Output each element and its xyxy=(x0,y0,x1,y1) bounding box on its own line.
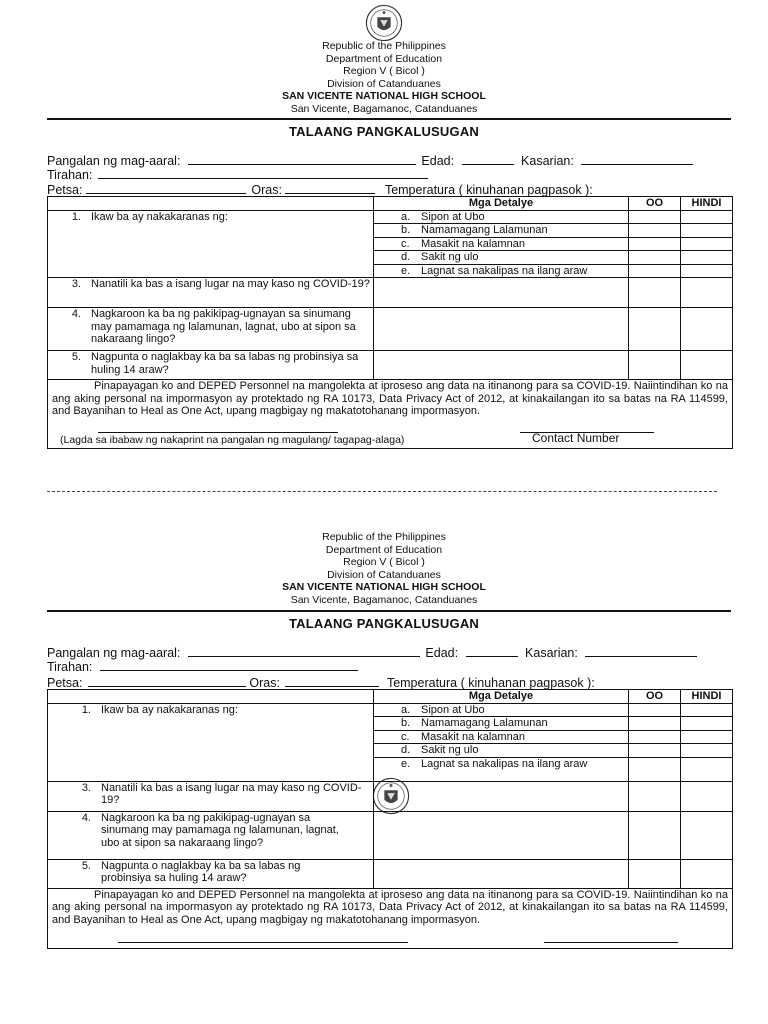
header-republic: Republic of the Philippines xyxy=(322,531,446,543)
col-details: Mga Detalye xyxy=(374,197,629,211)
header-region: Region V ( Bicol ) xyxy=(343,556,425,568)
signature-caption: (Lagda sa ibabaw ng nakaprint na pangalan ng magulang/ tagapag-alaga) xyxy=(60,433,405,446)
consent-text: Pinapayagan ko and DEPED Personnel na mangolekta at iproseso ang data na itinanong para sa COVID-19. Naiintindihan ko na ang aking personal na impormasyon ay protektado ng RA 10173, Data Privacy Act of 2012, at kinakailangan ito sa batas na RA 114599, and Bayanihan to Heal as One Act, upang magbigay ng makatotohanang impormasyon. xyxy=(52,888,728,926)
age-label: Edad: xyxy=(425,646,459,660)
table-row xyxy=(48,781,733,811)
sex-label: Kasarian: xyxy=(521,154,574,168)
date-label: Petsa: xyxy=(47,676,83,690)
symptom-c: c. Masakit na kalamnan xyxy=(374,730,629,744)
yes-checkbox[interactable] xyxy=(629,730,681,744)
date-label: Petsa: xyxy=(47,183,83,197)
table-row xyxy=(48,811,733,859)
header-rule xyxy=(47,610,731,612)
address-label: Tirahan: xyxy=(47,660,93,674)
date-field[interactable] xyxy=(88,674,246,687)
question-1: 1. Ikaw ba ay nakakaranas ng: xyxy=(48,210,374,278)
header-department: Department of Education xyxy=(325,52,443,65)
header-address: San Vicente, Bagamanoc, Catanduanes xyxy=(290,593,478,606)
yes-checkbox[interactable] xyxy=(629,744,681,758)
header-school: SAN VICENTE NATIONAL HIGH SCHOOL xyxy=(282,90,486,102)
table-header-row xyxy=(48,690,733,704)
sex-field[interactable] xyxy=(585,644,697,657)
time-label: Oras: xyxy=(249,676,280,690)
symptom-e: e. Lagnat sa nakalipas na ilang araw xyxy=(374,264,629,278)
no-checkbox[interactable] xyxy=(681,730,733,744)
question-4: 4. Nagkaroon ka ba ng pakikipag-ugnayan sa sinumang may pamamaga ng lalamunan, lagnat, ubo at sipon sa nakaraang lingo? xyxy=(48,308,374,351)
address-label: Tirahan: xyxy=(47,168,93,182)
sex-label: Kasarian: xyxy=(525,646,578,660)
table-row xyxy=(48,859,733,888)
no-checkbox[interactable] xyxy=(681,744,733,758)
header-division: Division of Catanduanes xyxy=(327,77,441,90)
temp-label: Temperatura ( kinuhanan pagpasok ): xyxy=(384,183,593,197)
symptom-d: d. Sakit ng ulo xyxy=(374,744,629,758)
header-department: Department of Education xyxy=(325,543,443,556)
signature-line[interactable] xyxy=(118,942,408,943)
yes-checkbox[interactable] xyxy=(629,811,681,859)
col-yes: OO xyxy=(629,197,681,211)
age-field[interactable] xyxy=(466,644,518,657)
no-checkbox[interactable] xyxy=(681,859,733,888)
symptom-b: b. Namamagang Lalamunan xyxy=(374,717,629,731)
address-row xyxy=(47,658,358,674)
col-details: Mga Detalye xyxy=(374,690,629,704)
question-5: 5. Nagpunta o naglakbay ka ba sa labas ng probinsiya sa huling 14 araw? xyxy=(48,351,374,380)
form-title: TALAANG PANGKALUSUGAN xyxy=(288,124,480,139)
health-table xyxy=(47,689,733,949)
symptom-d: d. Sakit ng ulo xyxy=(374,251,629,265)
no-checkbox[interactable] xyxy=(681,717,733,731)
question-1: 1. Ikaw ba ay nakakaranas ng: xyxy=(48,703,374,781)
consent-row xyxy=(48,888,733,949)
header-address: San Vicente, Bagamanoc, Catanduanes xyxy=(290,102,478,115)
yes-checkbox[interactable] xyxy=(629,703,681,717)
time-label: Oras: xyxy=(251,183,282,197)
no-checkbox[interactable] xyxy=(681,703,733,717)
name-field[interactable] xyxy=(188,644,420,657)
header-republic: Republic of the Philippines xyxy=(322,40,446,52)
consent-text: Pinapayagan ko and DEPED Personnel na mangolekta at iproseso ang data na itinanong para sa COVID-19. Naiintindihan ko na ang aking personal na impormasyon ay protektado ng RA 10173, Data Privacy Act of 2012, at kinakailangan ito sa batas na RA 114599, and Bayanihan to Heal as One Act, upang magbigay ng makatotohanang impormasyon. xyxy=(52,380,728,417)
no-checkbox[interactable] xyxy=(681,811,733,859)
symptom-a: a. Sipon at Ubo xyxy=(374,210,629,224)
yes-checkbox[interactable] xyxy=(629,717,681,731)
name-label: Pangalan ng mag-aaral: xyxy=(47,154,181,168)
question-5: 5. Nagpunta o naglakbay ka ba sa labas ng probinsiya sa huling 14 araw? xyxy=(48,859,374,888)
col-no: HINDI xyxy=(681,197,733,211)
col-no: HINDI xyxy=(681,690,733,704)
yes-checkbox[interactable] xyxy=(629,757,681,781)
yes-checkbox[interactable] xyxy=(629,859,681,888)
symptom-c: c. Masakit na kalamnan xyxy=(374,237,629,251)
name-label: Pangalan ng mag-aaral: xyxy=(47,646,181,660)
temp-label: Temperatura ( kinuhanan pagpasok ): xyxy=(386,676,595,690)
address-field[interactable] xyxy=(100,658,358,671)
time-field[interactable] xyxy=(285,674,379,687)
symptom-e: e. Lagnat sa nakalipas na ilang araw xyxy=(374,757,629,781)
form-title: TALAANG PANGKALUSUGAN xyxy=(288,616,480,631)
symptom-b: b. Namamagang Lalamunan xyxy=(374,224,629,238)
table-row xyxy=(48,703,733,717)
contact-line[interactable] xyxy=(544,942,678,943)
question-3: 3. Nanatili ka bas a isang lugar na may kaso ng COVID-19? xyxy=(48,278,374,308)
yes-checkbox[interactable] xyxy=(629,781,681,811)
no-checkbox[interactable] xyxy=(681,757,733,781)
letterhead xyxy=(0,531,768,606)
question-3: 3. Nanatili ka bas a isang lugar na may kaso ng COVID-19? xyxy=(48,781,374,811)
no-checkbox[interactable] xyxy=(681,781,733,811)
symptom-a: a. Sipon at Ubo xyxy=(374,703,629,717)
date-time-temp-row xyxy=(47,674,595,690)
age-label: Edad: xyxy=(421,154,455,168)
question-4: 4. Nagkaroon ka ba ng pakikipag-ugnayan sa sinumang may pamamaga ng lalamunan, lagnat, ubo at sipon sa nakaraang lingo? xyxy=(48,811,374,859)
header-school: SAN VICENTE NATIONAL HIGH SCHOOL xyxy=(282,581,486,593)
header-division: Division of Catanduanes xyxy=(327,568,441,581)
contact-caption: Contact Number xyxy=(532,430,620,445)
header-region: Region V ( Bicol ) xyxy=(343,65,425,77)
col-yes: OO xyxy=(629,690,681,704)
